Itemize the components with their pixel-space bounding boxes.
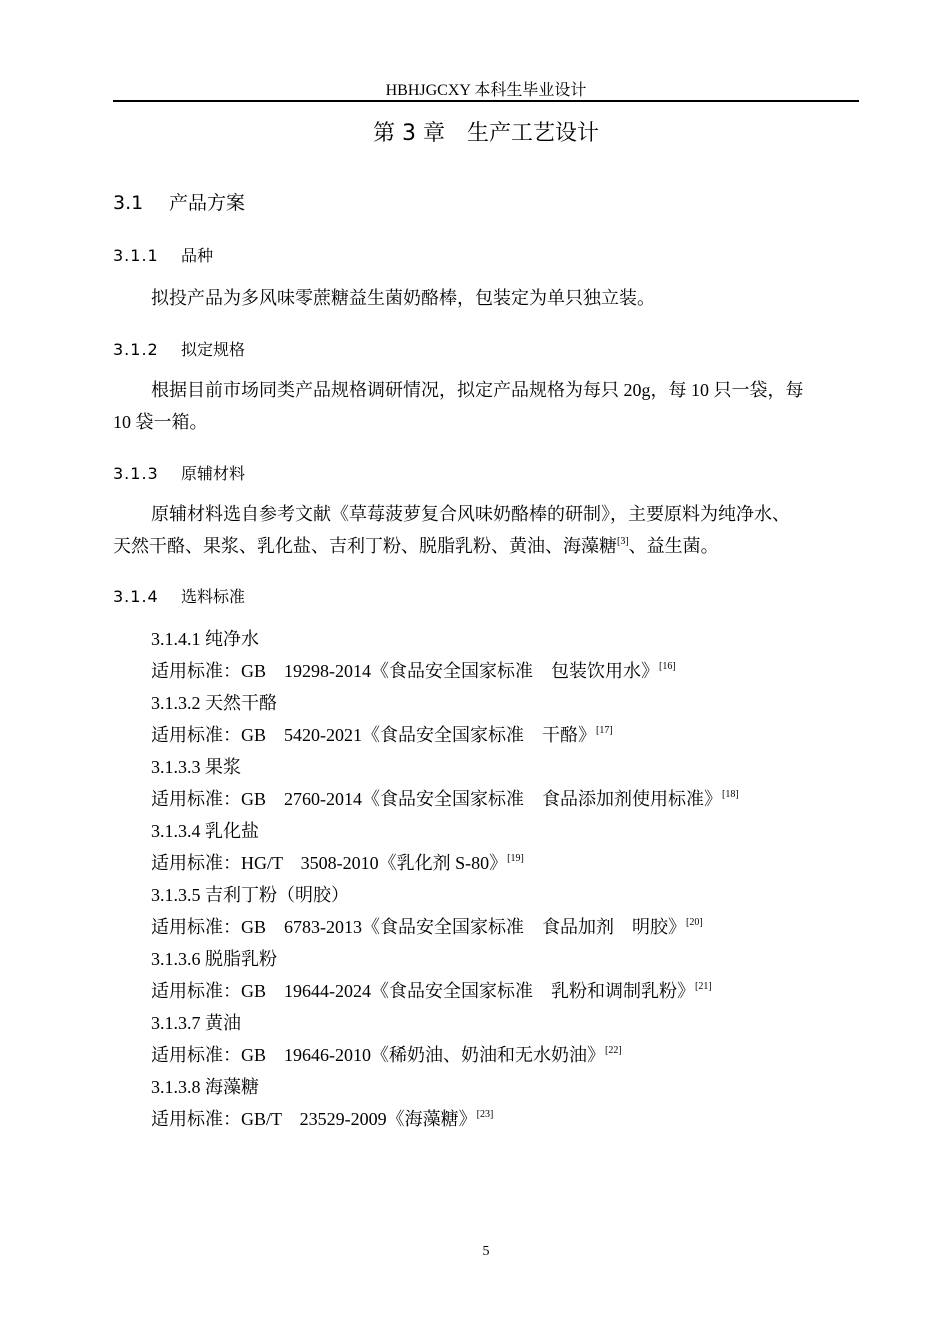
standard-line: [151, 849, 524, 875]
subsection-heading: [113, 584, 245, 607]
standard-text: 适用标准：GB/T 23529-2009《海藻糖》: [151, 1109, 477, 1129]
subsection-title: 拟定规格: [181, 340, 246, 359]
paragraph-line: 拟投产品为多风味零蔗糖益生菌奶酪棒，包装定为单只独立装。: [151, 288, 655, 308]
subsection-title: 品种: [181, 246, 214, 265]
paragraph-text: 、益生菌。: [628, 536, 719, 556]
citation: [17]: [596, 725, 613, 736]
citation: [3]: [617, 536, 629, 547]
header-rule: [113, 100, 859, 102]
chapter-title: 第 3 章 生产工艺设计: [373, 121, 599, 146]
standard-line: [151, 721, 613, 747]
subsection-title: 原辅材料: [181, 464, 246, 483]
citation: [23]: [476, 1109, 494, 1120]
subsection-heading: [113, 337, 245, 360]
standard-text: 适用标准：GB 19646-2010《稀奶油、奶油和无水奶油》: [151, 1045, 605, 1065]
running-header: HBHJGCXY 本科生毕业设计: [385, 82, 587, 99]
material-item: 3.1.3.6 脱脂乳粉: [151, 949, 277, 969]
material-item: 3.1.3.3 果浆: [151, 757, 241, 777]
standard-line: [151, 913, 703, 939]
subsection-heading: [113, 243, 213, 266]
standard-text: 适用标准：GB 5420-2021《食品安全国家标准 干酪》: [151, 725, 596, 745]
citation: [21]: [695, 981, 712, 992]
page-number: 5: [482, 1244, 490, 1259]
material-item: 3.1.3.8 海藻糖: [151, 1077, 259, 1097]
standard-line: [151, 657, 676, 683]
citation: [22]: [605, 1045, 622, 1056]
subsection-heading: [113, 461, 245, 484]
subsection-number: 3.1.4: [113, 587, 159, 606]
material-item: 3.1.3.2 天然干酪: [151, 693, 277, 713]
section-heading: [113, 188, 245, 215]
section-number: 3.1: [113, 192, 144, 214]
paragraph-line: 10 袋一箱。: [113, 412, 208, 432]
subsection-title: 选料标准: [181, 587, 246, 606]
standard-line: [151, 1041, 622, 1067]
citation: [18]: [722, 789, 739, 800]
standard-line: [151, 785, 739, 811]
standard-text: 适用标准：HG/T 3508-2010《乳化剂 S-80》: [151, 853, 508, 873]
citation: [20]: [686, 917, 703, 928]
subsection-number: 3.1.1: [113, 246, 159, 265]
section-title: 产品方案: [169, 192, 246, 214]
subsection-number: 3.1.2: [113, 340, 159, 359]
paragraph-text: 天然干酪、果浆、乳化盐、吉利丁粉、脱脂乳粉、黄油、海藻糖: [113, 536, 617, 556]
paragraph-line: [113, 532, 859, 558]
paragraph-line: 根据目前市场同类产品规格调研情况，拟定产品规格为每只 20g，每 10 只一袋，每: [151, 380, 804, 400]
paragraph-line: 原辅材料选自参考文献《草莓菠萝复合风味奶酪棒的研制》，主要原料为纯净水、: [151, 504, 790, 524]
standard-text: 适用标准：GB 19298-2014《食品安全国家标准 包装饮用水》: [151, 661, 659, 681]
standard-text: 适用标准：GB 2760-2014《食品安全国家标准 食品添加剂使用标准》: [151, 789, 722, 809]
material-item: 3.1.4.1 纯净水: [151, 629, 259, 649]
standard-line: [151, 977, 712, 1003]
citation: [16]: [659, 661, 676, 672]
material-item: 3.1.3.4 乳化盐: [151, 821, 259, 841]
citation: [19]: [507, 853, 524, 864]
subsection-number: 3.1.3: [113, 464, 159, 483]
material-item: 3.1.3.5 吉利丁粉（明胶）: [151, 885, 349, 905]
standard-text: 适用标准：GB 6783-2013《食品安全国家标准 食品加剂 明胶》: [151, 917, 686, 937]
material-item: 3.1.3.7 黄油: [151, 1013, 241, 1033]
standard-line: [151, 1105, 493, 1131]
standard-text: 适用标准：GB 19644-2024《食品安全国家标准 乳粉和调制乳粉》: [151, 981, 695, 1001]
